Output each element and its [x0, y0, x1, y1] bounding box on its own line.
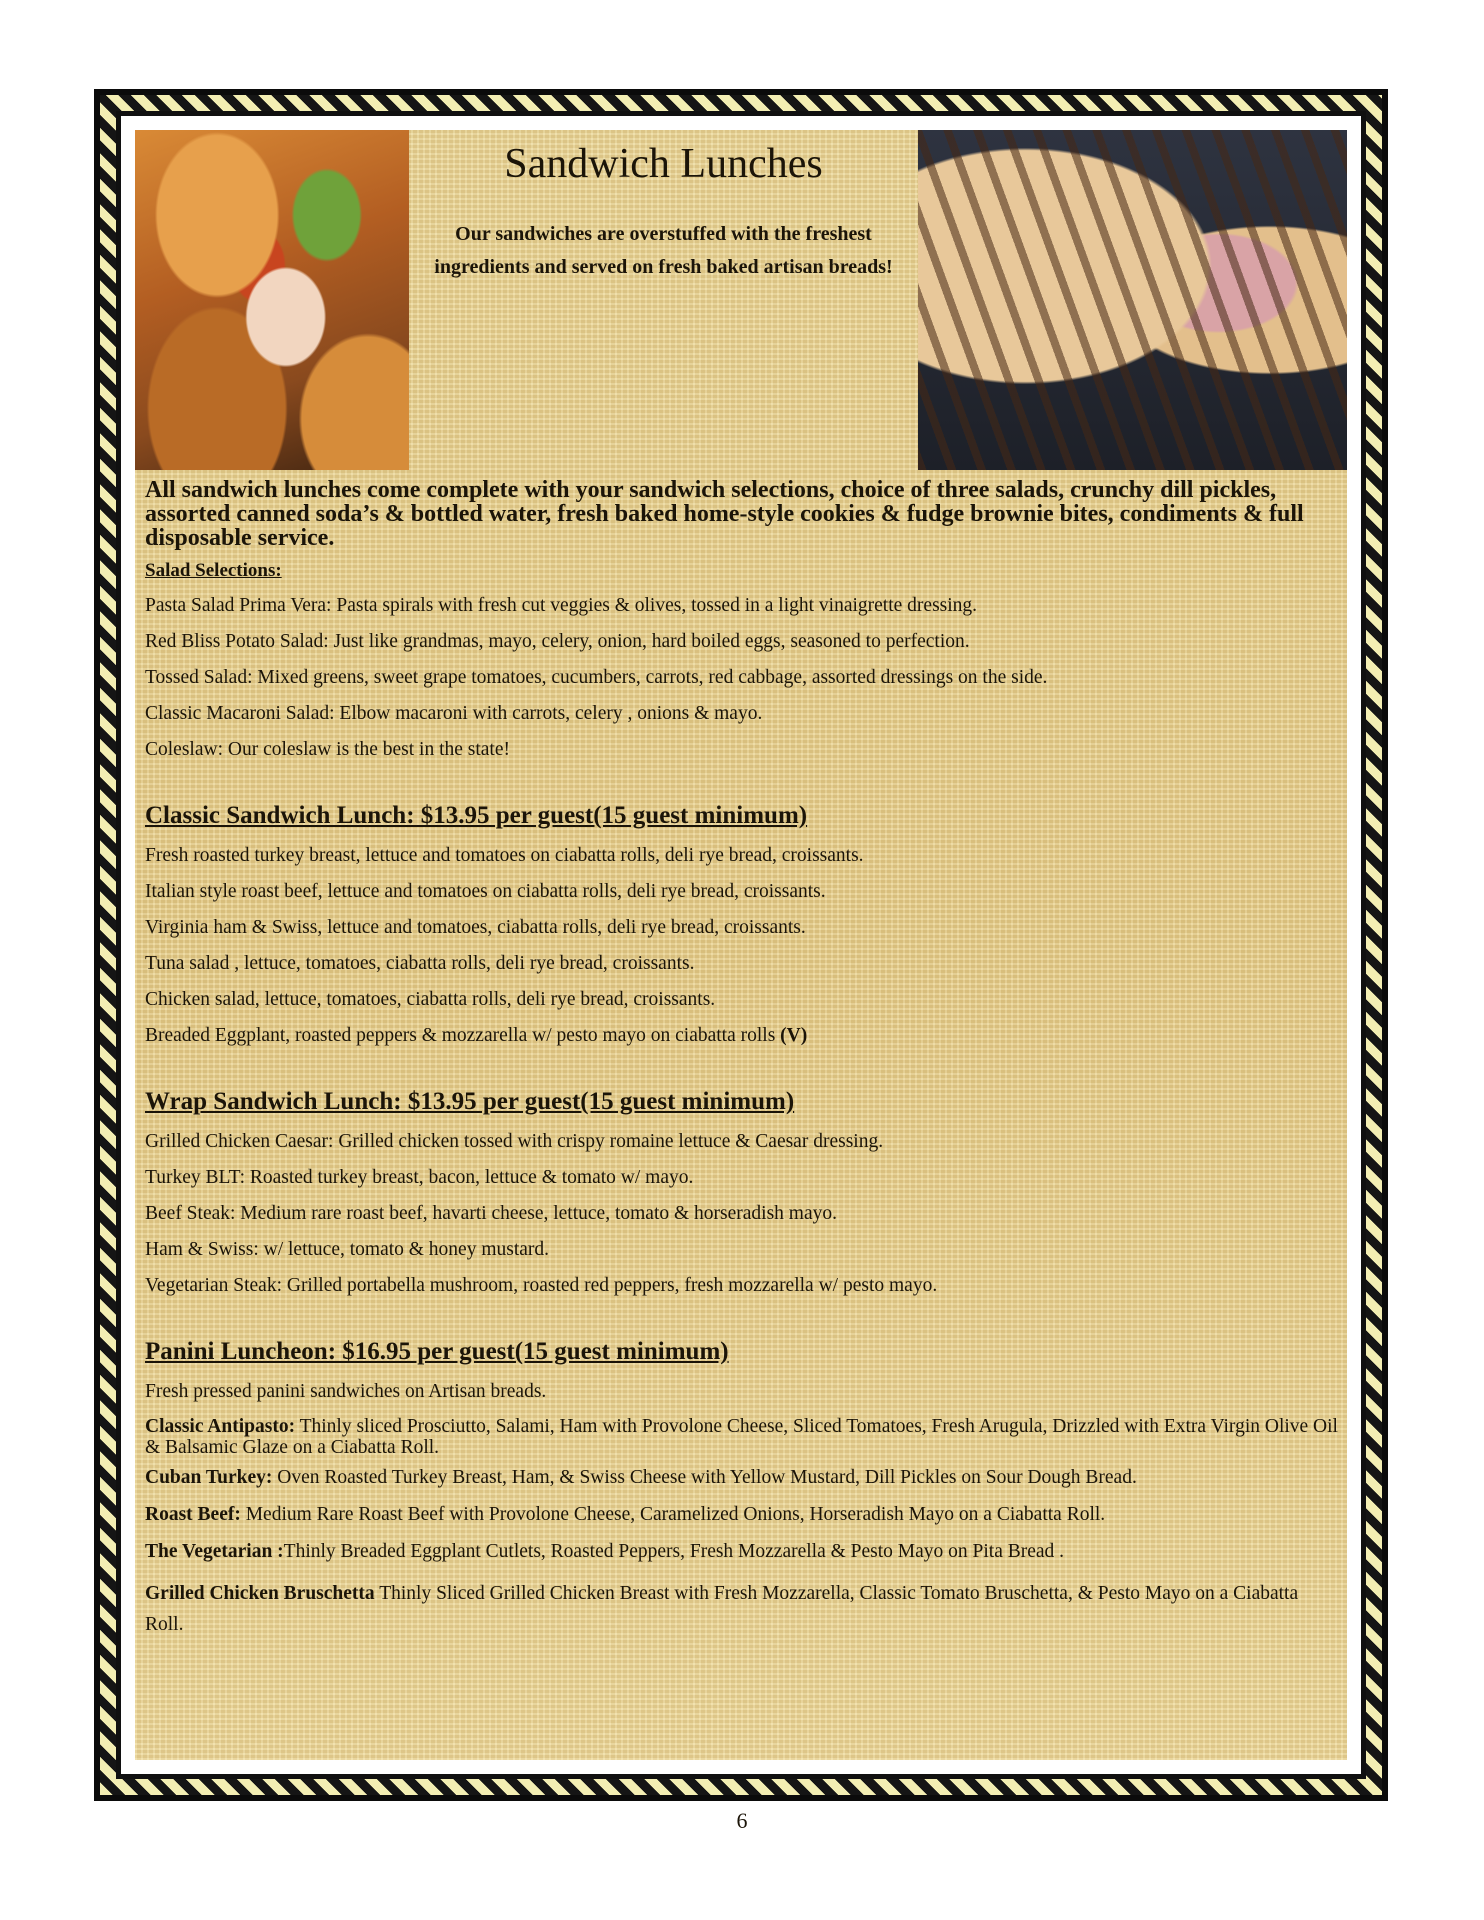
croissant-sandwich-photo	[135, 130, 409, 470]
salad-selections-label: Salad Selections:	[145, 560, 282, 581]
classic-item: Fresh roasted turkey breast, lettuce and tomatoes on ciabatta rolls, deli rye bread, croissants.	[145, 845, 864, 866]
page-number: 6	[736, 1808, 748, 1833]
decorative-border	[94, 89, 1388, 1801]
menu-page	[135, 130, 1347, 1760]
wrap-item: Ham & Swiss: w/ lettuce, tomato & honey mustard.	[145, 1239, 550, 1260]
classic-item: Italian style roast beef, lettuce and tomatoes on ciabatta rolls, deli rye bread, croissants.	[145, 881, 826, 902]
salad-item: Tossed Salad: Mixed greens, sweet grape tomatoes, cucumbers, carrots, red cabbage, assorted dressings on the side.	[145, 667, 1048, 688]
wrap-item: Turkey BLT: Roasted turkey breast, bacon, lettuce & tomato w/ mayo.	[145, 1167, 694, 1188]
tagline: Our sandwiches are overstuffed with the freshest ingredients and served on fresh baked artisan breads!	[434, 223, 893, 278]
menu-content	[145, 560, 1340, 1649]
salad-item: Pasta Salad Prima Vera: Pasta spirals with fresh cut veggies & olives, tossed in a light vinaigrette dressing.	[145, 595, 978, 616]
wrap-item: Beef Steak: Medium rare roast beef, havarti cheese, lettuce, tomato & horseradish mayo.	[145, 1203, 837, 1224]
classic-item: Chicken salad, lettuce, tomatoes, ciabatta rolls, deli rye bread, croissants.	[145, 989, 716, 1010]
classic-item: Virginia ham & Swiss, lettuce and tomatoes, ciabatta rolls, deli rye bread, croissants.	[145, 917, 806, 938]
vegetarian-tag: (V)	[780, 1025, 808, 1046]
page-title: Sandwich Lunches	[504, 141, 823, 187]
classic-item-vegetarian: Breaded Eggplant, roasted peppers & mozzarella w/ pesto mayo on ciabatta rolls (V)	[145, 1025, 808, 1046]
classic-sandwich-heading: Classic Sandwich Lunch: $13.95 per guest(15 guest minimum)	[145, 802, 808, 829]
panini-item: Roast Beef: Medium Rare Roast Beef with Provolone Cheese, Caramelized Onions, Horseradish Mayo on a Ciabatta Roll.	[145, 1504, 1106, 1525]
wrap-item: Vegetarian Steak: Grilled portabella mushroom, roasted red peppers, fresh mozzarella w/ pesto mayo.	[145, 1275, 938, 1296]
salad-item: Coleslaw: Our coleslaw is the best in the state!	[145, 739, 510, 760]
salad-item: Red Bliss Potato Salad: Just like grandmas, mayo, celery, onion, hard boiled eggs, seasoned to perfection.	[145, 631, 970, 652]
panini-item: Classic Antipasto: Thinly sliced Prosciutto, Salami, Ham with Provolone Cheese, Sliced Tomatoes, Fresh Arugula, Drizzled with Extra Virgin Olive Oil & Balsamic Glaze on a Ciabatta Roll.	[145, 1416, 1338, 1458]
panini-intro: Fresh pressed panini sandwiches on Artisan breads.	[145, 1381, 547, 1402]
panini-heading: Panini Luncheon: $16.95 per guest(15 guest minimum)	[145, 1338, 729, 1365]
panini-item: Grilled Chicken Bruschetta Thinly Sliced Grilled Chicken Breast with Fresh Mozzarella, Classic Tomato Bruschetta, & Pesto Mayo on a Ciabatta Roll.	[145, 1583, 1299, 1635]
panini-sandwich-photo	[918, 130, 1347, 470]
wrap-sandwich-heading: Wrap Sandwich Lunch: $13.95 per guest(15 guest minimum)	[145, 1088, 795, 1115]
classic-item: Tuna salad , lettuce, tomatoes, ciabatta rolls, deli rye bread, croissants.	[145, 953, 695, 974]
panini-item: Cuban Turkey: Oven Roasted Turkey Breast, Ham, & Swiss Cheese with Yellow Mustard, Dill Pickles on Sour Dough Bread.	[145, 1467, 1137, 1488]
salad-item: Classic Macaroni Salad: Elbow macaroni with carrots, celery , onions & mayo.	[145, 703, 763, 724]
wrap-item: Grilled Chicken Caesar: Grilled chicken tossed with crispy romaine lettuce & Caesar dressing.	[145, 1131, 884, 1152]
panini-item: The Vegetarian :Thinly Breaded Eggplant Cutlets, Roasted Peppers, Fresh Mozzarella & Pesto Mayo on Pita Bread .	[145, 1541, 1065, 1562]
intro-text: All sandwich lunches come complete with your sandwich selections, choice of three salads, crunchy dill pickles, assorted canned soda’s & bottled water, fresh baked home-style cookies & fudge brownie bites, condiments & full disposable service.	[145, 477, 1304, 551]
